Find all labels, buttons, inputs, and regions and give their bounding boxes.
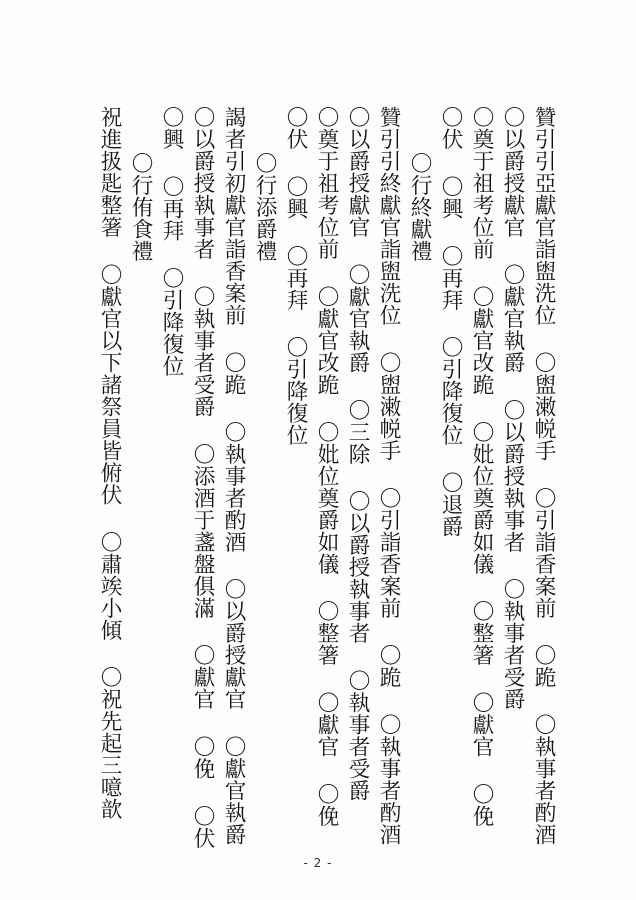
section-heading: 〇行終獻禮 — [407, 152, 432, 262]
text-column: 〇興 〇再拜 〇引降復位 — [159, 106, 184, 377]
section-heading: 〇行侑食禮 — [128, 152, 153, 262]
text-column: 謁者引初獻官詣香案前 〇跪 〇執事者酌酒 〇以爵授獻官 〇獻官執爵 — [221, 106, 246, 846]
text-column: 贊引引終獻官詣盥洗位 〇盥潄帨手 〇引詣香案前 〇跪 〇執事者酌酒 — [376, 106, 401, 846]
text-column: 〇奠于祖考位前 〇獻官改跪 〇妣位奠爵如儀 〇整箸 〇獻官 〇俛 — [314, 106, 339, 827]
section-heading: 〇行添爵禮 — [252, 152, 277, 262]
text-column: 祝進扱匙整箸 〇獻官以下諸祭員皆俯伏 〇肅竢小傾 〇祝先起三噫歆 — [97, 106, 122, 821]
text-column: 〇伏 〇興 〇再拜 〇引降復位 〇退爵 — [438, 106, 463, 538]
text-column: 〇以爵授執事者 〇執事者受爵 〇添酒于盞盤俱滿 〇獻官 〇俛 〇伏 — [190, 106, 215, 849]
text-column: 〇以爵授獻官 〇獻官執爵 〇以爵授執事者 〇執事者受爵 — [500, 106, 525, 711]
text-column: 〇伏 〇興 〇再拜 〇引降復位 — [283, 106, 308, 447]
page-number: - 2 - — [303, 856, 333, 870]
text-column: 〇以爵授獻官 〇獻官執爵 〇三除 〇以爵授執事者 〇執事者受爵 — [345, 106, 370, 802]
text-column: 贊引引亞獻官詣盥洗位 〇盥潄帨手 〇引詣香案前 〇跪 〇執事者酌酒 — [531, 106, 556, 846]
text-column: 〇奠于祖考位前 〇獻官改跪 〇妣位奠爵如儀 〇整箸 〇獻官 〇俛 — [469, 106, 494, 827]
